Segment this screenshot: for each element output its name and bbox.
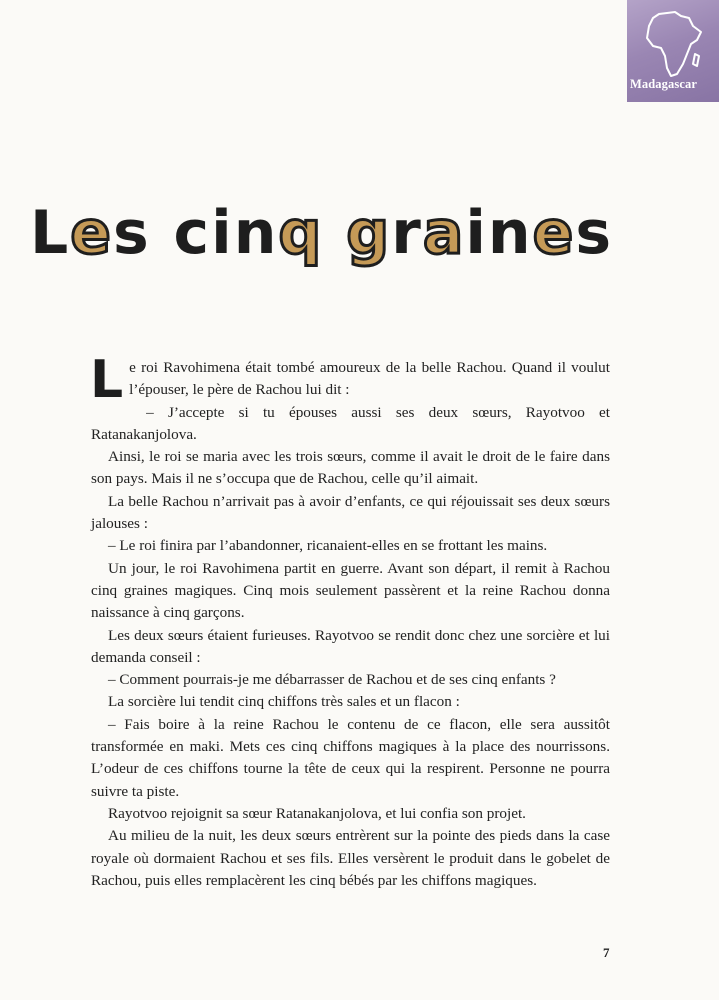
title-letter <box>323 198 346 268</box>
paragraph: – Le roi finira par l’abandonner, ricanaient-elles en se frottant les mains. <box>108 537 548 555</box>
drop-cap: L <box>90 350 124 410</box>
paragraph: Un jour, le roi Ravohimena partit en guerre. Avant son départ, il remit à Rachou cinq graines magiques. Cinq mois seulement passèrent et la reine Rachou donna naissance à cinq garçons. <box>91 559 610 622</box>
story-title <box>30 198 613 268</box>
story-body <box>90 350 610 892</box>
title-letter: i <box>211 198 234 268</box>
paragraph: – Comment pourrais-je me débarrasser de Rachou et de ses cinq enfants ? <box>108 671 556 689</box>
title-letter: q <box>278 198 324 268</box>
region-label: Madagascar <box>630 77 697 91</box>
paragraph: La sorcière lui tendit cinq chiffons très sales et un flacon : <box>108 693 460 711</box>
paragraph: Rayotvoo rejoignit sa sœur Ratanakanjolova, et lui confia son projet. <box>108 804 526 822</box>
title-letter: e <box>532 198 576 268</box>
region-badge <box>627 0 719 102</box>
title-letter: s <box>112 198 151 268</box>
title-letter <box>151 198 174 268</box>
title-letter: n <box>233 198 279 268</box>
paragraph: Ainsi, le roi se maria avec les trois sœurs, comme il avait le droit de le faire dans son pays. Mais il ne s’occupa que de Rachou, celle qu’il aimait. <box>91 448 610 488</box>
paragraph: La belle Rachou n’arrivait pas à avoir d’enfants, ce qui réjouissait ses deux sœurs jalouses : <box>91 492 610 533</box>
title-letter: e <box>70 198 113 268</box>
story-title-text <box>30 198 613 268</box>
title-letter: c <box>173 198 212 268</box>
africa-map-icon <box>645 10 703 80</box>
title-letter: g <box>346 198 392 268</box>
title-letter: s <box>575 198 614 268</box>
title-letter: i <box>465 198 488 268</box>
paragraph: Au milieu de la nuit, les deux sœurs entrèrent sur la pointe des pieds dans la case royale où dormaient Rachou et ses fils. Elles versèrent le produit dans le gobelet de Rachou, puis elles remplacèrent les cinq bébés par les chiffons magiques. <box>91 827 610 889</box>
paragraph: – Fais boire à la reine Rachou le contenu de ce flacon, elle sera aussitôt transformée en maki. Mets ces cinq chiffons magiques à la place des nourrissons. L’odeur de ces chiffons tourne la tête de ceux qui la respirent. Personne ne pourra suivre ta piste. <box>91 715 610 800</box>
title-letter: a <box>422 198 466 268</box>
page-number: 7 <box>603 945 610 960</box>
paragraph: Les deux sœurs étaient furieuses. Rayotvoo se rendit donc chez une sorcière et lui demanda conseil : <box>91 626 610 666</box>
paragraph: – J’accepte si tu épouses aussi ses deux sœurs, Rayotvoo et Ratanakanjolova. <box>91 403 610 443</box>
title-letter: n <box>487 198 533 268</box>
title-letter: L <box>30 198 71 268</box>
title-letter: r <box>391 198 423 268</box>
paragraph: Le roi Ravohimena était tombé amoureux de la belle Rachou. Quand il voulut l’épouser, le père de Rachou lui dit : <box>90 350 610 410</box>
